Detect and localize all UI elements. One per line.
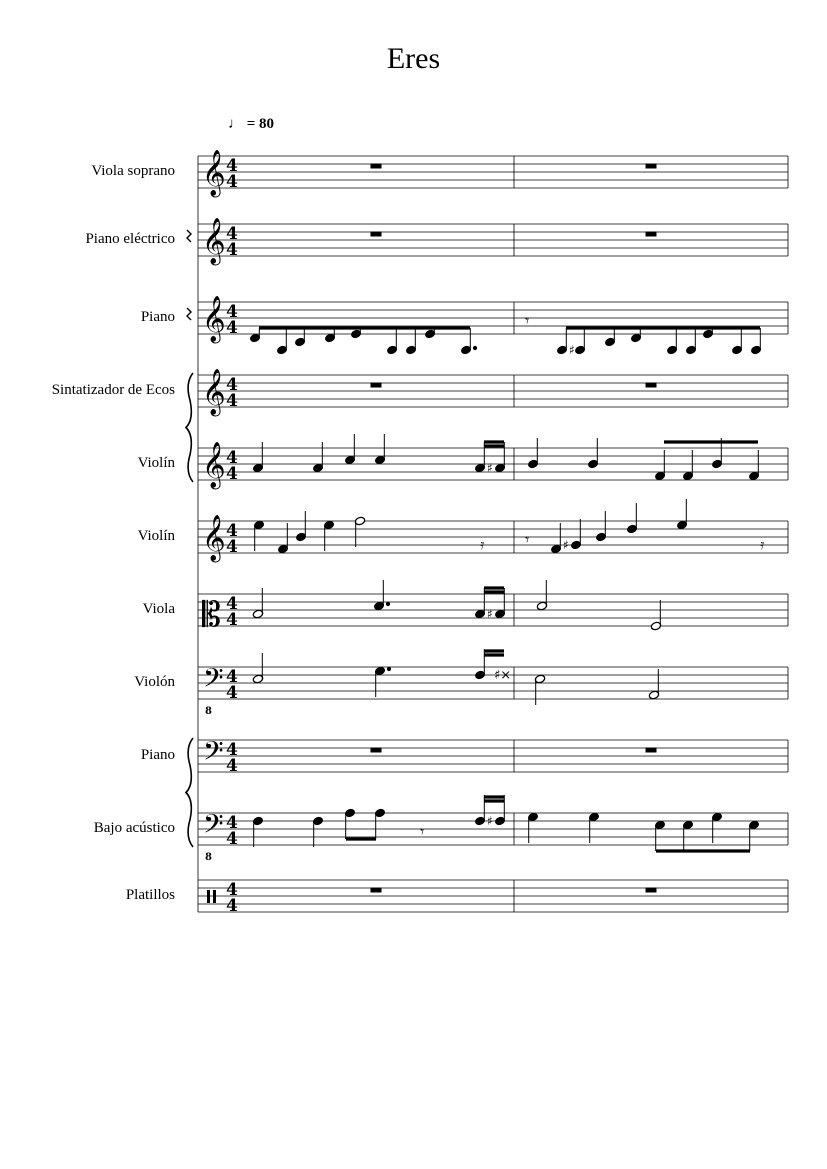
quarter-note-icon: ♩ xyxy=(228,116,243,132)
note xyxy=(534,674,545,705)
eighth-rest-icon: 𝄾 xyxy=(525,311,530,330)
note xyxy=(589,812,600,843)
note xyxy=(683,450,694,481)
bass-clef-icon: 𝄢 xyxy=(203,735,224,773)
note xyxy=(475,795,486,826)
note xyxy=(677,499,688,530)
time-signature-numerator: 4 xyxy=(226,224,238,244)
note xyxy=(528,438,539,469)
percussion-clef-icon xyxy=(207,890,210,903)
note xyxy=(425,328,436,339)
note xyxy=(250,328,261,343)
time-signature-denominator: 4 xyxy=(226,683,238,703)
whole-rest xyxy=(646,232,656,236)
note xyxy=(253,442,264,473)
note xyxy=(528,812,539,843)
tempo-value: = 80 xyxy=(246,116,275,132)
time-signature-denominator: 4 xyxy=(226,829,238,849)
time-signature-denominator: 4 xyxy=(226,756,238,776)
whole-rest xyxy=(646,888,656,892)
note xyxy=(374,580,390,611)
time-signature-denominator: 4 xyxy=(226,318,238,338)
whole-rest xyxy=(371,232,381,236)
treble-clef-icon: 𝄞 xyxy=(202,296,226,342)
instrument-label-bajo-acustico: Bajo acústico xyxy=(93,820,175,836)
note xyxy=(563,519,581,552)
note xyxy=(551,523,562,554)
note xyxy=(575,328,586,355)
note xyxy=(683,820,694,851)
note xyxy=(295,328,306,347)
time-signature-denominator: 4 xyxy=(226,391,238,411)
time-signature-numerator: 4 xyxy=(226,156,238,176)
sharp-icon: ♯ xyxy=(487,607,493,621)
note xyxy=(324,520,335,551)
note xyxy=(596,511,607,542)
sharp-icon: ♯ xyxy=(569,343,575,357)
note xyxy=(631,328,642,343)
octave-8-marker: 8 xyxy=(205,706,212,717)
instrument-label-piano-1: Piano xyxy=(140,309,175,325)
whole-rest xyxy=(646,748,656,752)
note xyxy=(686,328,697,355)
time-signature-numerator: 4 xyxy=(226,375,238,395)
whole-rest xyxy=(371,164,381,168)
time-signature-numerator: 4 xyxy=(226,813,238,833)
instrument-label-violin-1: Violín xyxy=(137,455,175,471)
note xyxy=(751,328,762,355)
time-signature-denominator: 4 xyxy=(226,896,238,916)
note xyxy=(351,328,362,339)
score-title: Eres xyxy=(386,42,441,75)
note xyxy=(712,812,723,843)
sixteenth-rest-icon: 𝄿 xyxy=(480,537,485,553)
note xyxy=(252,653,263,684)
note xyxy=(588,438,599,469)
time-signature-numerator: 4 xyxy=(226,448,238,468)
bass-clef-icon: 𝄢 xyxy=(203,662,224,700)
sixteenth-rest-icon: 𝄿 xyxy=(760,537,765,553)
note xyxy=(354,516,365,547)
treble-clef-icon: 𝄞 xyxy=(202,515,226,561)
octave-8-marker: 8 xyxy=(205,852,212,863)
instrument-label-platillos: Platillos xyxy=(125,887,175,903)
staff-brace xyxy=(186,373,193,482)
note xyxy=(375,666,391,697)
note xyxy=(667,328,678,355)
note xyxy=(325,328,336,343)
whole-rest xyxy=(646,164,656,168)
whole-rest xyxy=(646,383,656,387)
note xyxy=(277,328,288,355)
note xyxy=(387,328,398,355)
augmentation-dot xyxy=(473,346,476,349)
note xyxy=(749,820,760,851)
time-signature-denominator: 4 xyxy=(226,464,238,484)
note xyxy=(313,442,324,473)
note xyxy=(475,649,486,680)
arpeggio-bracket-icon xyxy=(187,230,191,242)
eighth-rest-icon: 𝄾 xyxy=(525,530,530,549)
note xyxy=(648,669,659,700)
note xyxy=(655,450,666,481)
note xyxy=(345,808,356,839)
instrument-label-sintetizador: Sintatizador de Ecos xyxy=(51,382,175,398)
time-signature-denominator: 4 xyxy=(226,610,238,630)
whole-rest xyxy=(371,888,381,892)
time-signature-denominator: 4 xyxy=(226,240,238,260)
note xyxy=(536,580,547,611)
bass-clef-icon: 𝄢 xyxy=(203,808,224,846)
instrument-label-viola: Viola xyxy=(142,601,175,617)
note xyxy=(650,600,661,631)
note xyxy=(749,450,760,481)
sharp-icon: ♯ xyxy=(487,814,493,828)
note xyxy=(461,328,472,355)
instrument-label-piano-2: Piano xyxy=(140,747,175,763)
time-signature-denominator: 4 xyxy=(226,537,238,557)
note xyxy=(703,328,714,339)
treble-clef-icon: 𝄞 xyxy=(202,369,226,415)
instrument-label-viola-soprano: Viola soprano xyxy=(91,163,175,179)
instrument-label-piano-electrico: Piano eléctrico xyxy=(85,231,175,247)
treble-clef-icon: 𝄞 xyxy=(202,442,226,488)
note xyxy=(313,816,324,847)
whole-rest xyxy=(371,748,381,752)
time-signature-numerator: 4 xyxy=(226,521,238,541)
time-signature-numerator: 4 xyxy=(226,594,238,614)
time-signature-denominator: 4 xyxy=(226,172,238,192)
double-sharp-icon: ♯× xyxy=(494,668,512,683)
instrument-label-violin-2: Violín xyxy=(137,528,175,544)
note xyxy=(345,434,356,465)
time-signature-numerator: 4 xyxy=(226,880,238,900)
note xyxy=(252,588,263,619)
eighth-rest-icon: 𝄾 xyxy=(420,822,425,841)
note xyxy=(475,442,486,473)
note xyxy=(375,808,386,839)
instrument-label-violon: Violón xyxy=(134,674,175,690)
note xyxy=(655,820,666,851)
note xyxy=(627,503,638,534)
note xyxy=(253,816,264,847)
note xyxy=(375,434,386,465)
percussion-clef-icon xyxy=(213,890,216,903)
augmentation-dot xyxy=(387,667,390,670)
treble-clef-icon: 𝄞 xyxy=(202,150,226,196)
alto-clef-icon: 𝄡 xyxy=(202,595,221,635)
augmentation-dot xyxy=(386,602,389,605)
note xyxy=(254,520,265,551)
time-signature-numerator: 4 xyxy=(226,302,238,322)
staff-brace xyxy=(186,738,193,847)
time-signature-numerator: 4 xyxy=(226,740,238,760)
whole-rest xyxy=(371,383,381,387)
note xyxy=(557,328,568,355)
note xyxy=(406,328,417,355)
note xyxy=(475,588,486,619)
note xyxy=(605,328,616,347)
note xyxy=(296,511,307,542)
arpeggio-bracket-icon xyxy=(187,308,191,320)
note xyxy=(278,523,289,554)
treble-clef-icon: 𝄞 xyxy=(202,218,226,264)
sharp-icon: ♯ xyxy=(487,461,493,475)
note xyxy=(732,328,743,355)
sharp-icon: ♯ xyxy=(563,538,569,552)
time-signature-numerator: 4 xyxy=(226,667,238,687)
